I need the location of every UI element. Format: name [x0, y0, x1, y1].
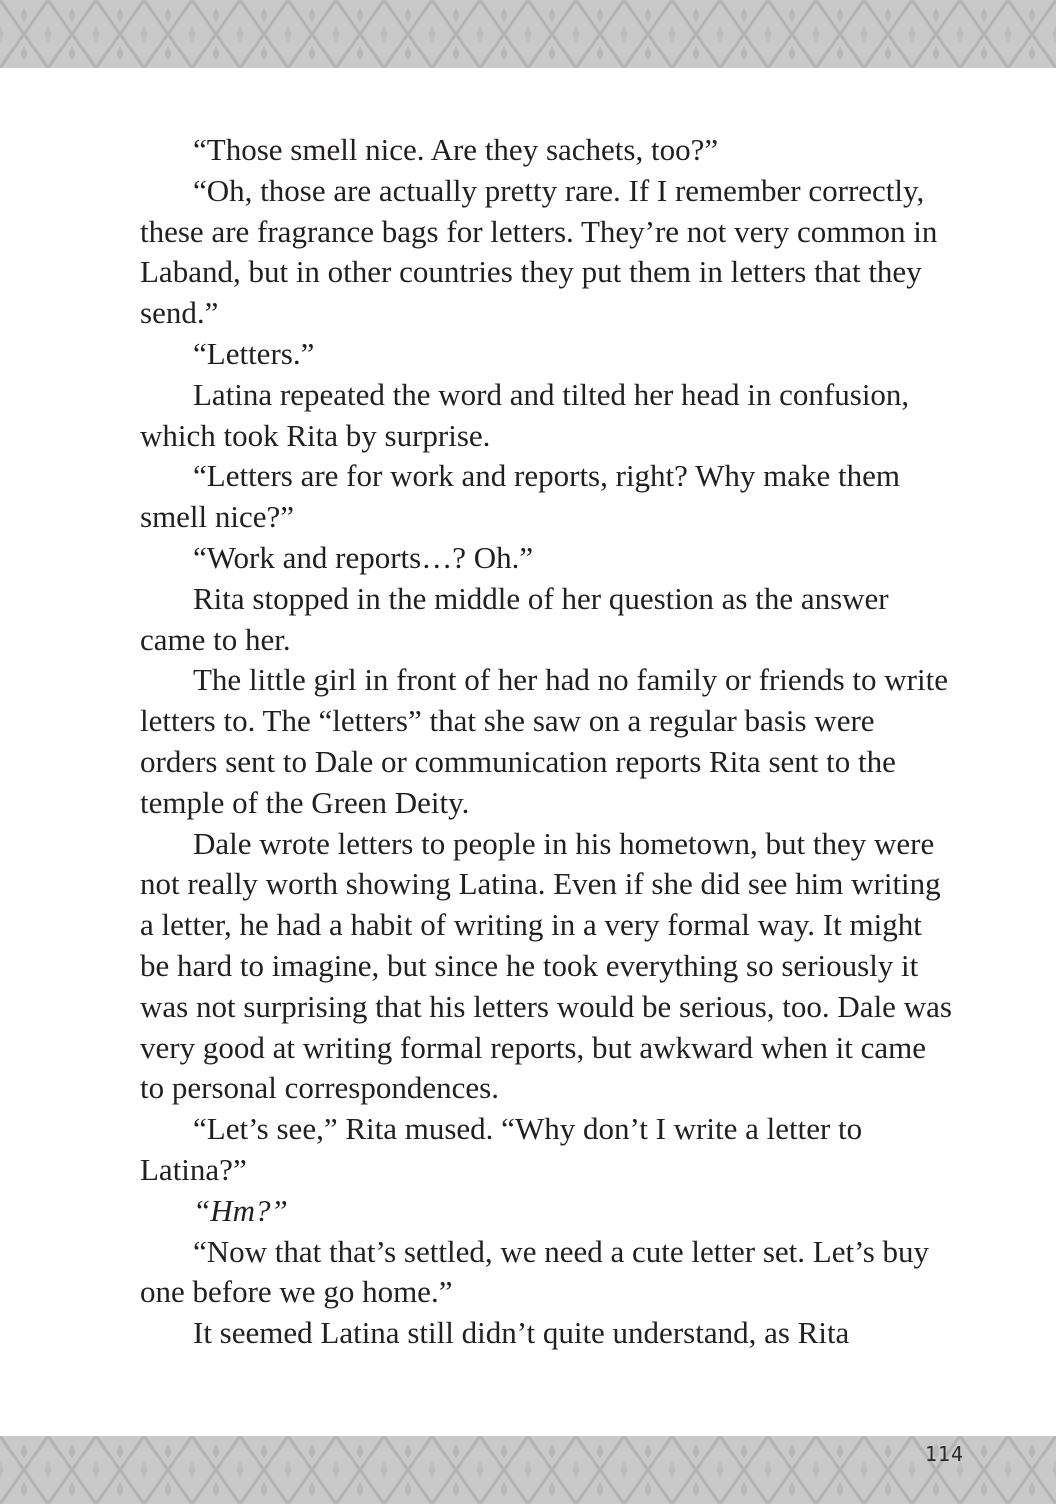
paragraph: “Work and reports…? Oh.”: [193, 539, 534, 575]
page-number: 114: [924, 1442, 964, 1466]
footer-ornament-band: [0, 1436, 1056, 1504]
paragraph: “Those smell nice. Are they sachets, too?”: [193, 132, 719, 167]
body-text: [140, 130, 954, 1354]
paragraph: Latina repeated the word and tilted her head in confusion, which took Rita by surprise.: [140, 376, 910, 453]
paragraph: The little girl in front of her had no family or friends to write letters to. The “letters” that she saw on a regular basis were orders sent to Dale or communication reports Rita sent to the temple of the Green Deity.: [140, 662, 948, 820]
paragraph: Rita stopped in the middle of her question as the answer came to her.: [140, 580, 889, 657]
header-ornament-band: [0, 0, 1056, 68]
paragraph: It seemed Latina still didn’t quite understand, as Rita: [193, 1315, 850, 1351]
paragraph: “Let’s see,” Rita mused. “Why don’t I write a letter to Latina?”: [140, 1111, 863, 1187]
paragraph: “Letters are for work and reports, right? Why make them smell nice?”: [140, 458, 900, 535]
paragraph: “Oh, those are actually pretty rare. If I remember correctly, these are fragrance bags for letters. They’re not very common in Laband, but in other countries they put them in letters that they send.”: [140, 172, 938, 331]
paragraph-italic: “Hm?”: [193, 1192, 288, 1228]
decorative-pattern: [0, 0, 1056, 68]
decorative-pattern: [0, 1436, 1056, 1504]
paragraph: “Now that that’s settled, we need a cute letter set. Let’s buy one before we go home.”: [140, 1233, 930, 1310]
paragraph: Dale wrote letters to people in his hometown, but they were not really worth showing Latina. Even if she did see him writing a letter, he had a habit of writing in a very formal way. It might be hard to imagine, but since he took everything so seriously it was not surprising that his letters would be serious, too. Dale was very good at writing formal reports, but awkward when it came to personal correspondences.: [140, 825, 952, 1106]
paragraph: “Letters.”: [193, 335, 315, 371]
